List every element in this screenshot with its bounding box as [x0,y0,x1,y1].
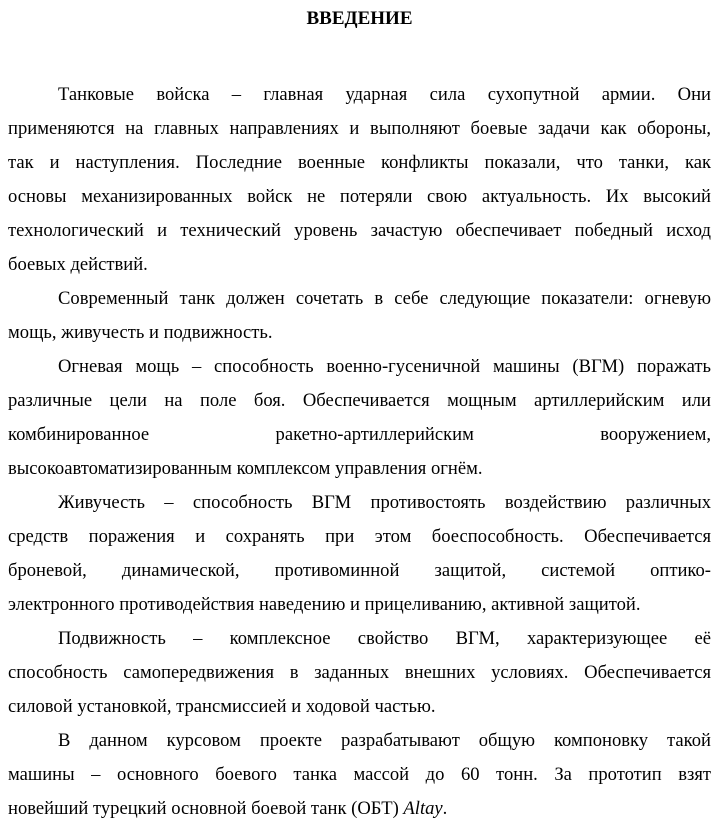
text-line: технологический и технический уровень зачастую обеспечивает победный исход [8,220,711,241]
text-line: броневой, динамической, противоминной защитой, системой оптико- [8,560,711,581]
text-line: электронного противодействия наведению и прицеливанию, активной защитой. [8,594,641,615]
text-line: так и наступления. Последние военные конфликты показали, что танки, как [8,152,711,173]
paragraph [8,282,711,350]
page-title: ВВЕДЕНИЕ [306,8,413,29]
text-line: комбинированное ракетно-артиллерийским вооружением, [8,424,711,445]
text-line: машины – основного боевого танка массой до 60 тонн. За прототип взят [8,764,711,785]
paragraph [8,724,711,826]
paragraph [8,486,711,622]
text-line: мощь, живучесть и подвижность. [8,322,273,343]
sentence-end: . [442,798,448,819]
paragraph [8,78,711,282]
text-line: Подвижность – комплексное свойство ВГМ, характеризующее её [58,628,711,649]
paragraph [8,622,711,724]
text-line: различные цели на поле боя. Обеспечивается мощным артиллерийским или [8,390,711,411]
text-line: силовой установкой, трансмиссией и ходовой частью. [8,696,436,717]
document-body [8,78,711,826]
text-line: боевых действий. [8,254,148,275]
italic-name: Altay [403,798,443,819]
text-line: новейший турецкий основной боевой танк (ОБТ) Altay. [8,798,448,819]
text-line: В данном курсовом проекте разрабатывают общую компоновку такой [58,730,711,751]
text-line: Живучесть – способность ВГМ противостоять воздействию различных [58,492,711,513]
text-line: основы механизированных войск не потеряли свою актуальность. Их высокий [8,186,711,207]
paragraph [8,350,711,486]
text-line: применяются на главных направлениях и выполняют боевые задачи как обороны, [8,118,711,139]
text-line: Современный танк должен сочетать в себе следующие показатели: огневую [58,288,711,309]
text-line: средств поражения и сохранять при этом боеспособность. Обеспечивается [8,526,711,547]
text-line: Танковые войска – главная ударная сила сухопутной армии. Они [58,84,711,105]
text-line: высокоавтоматизированным комплексом управления огнём. [8,458,483,479]
text-line: способность самопередвижения в заданных внешних условиях. Обеспечивается [8,662,711,683]
text-line: Огневая мощь – способность военно-гусеничной машины (ВГМ) поражать [58,356,711,377]
document-page [8,0,711,826]
